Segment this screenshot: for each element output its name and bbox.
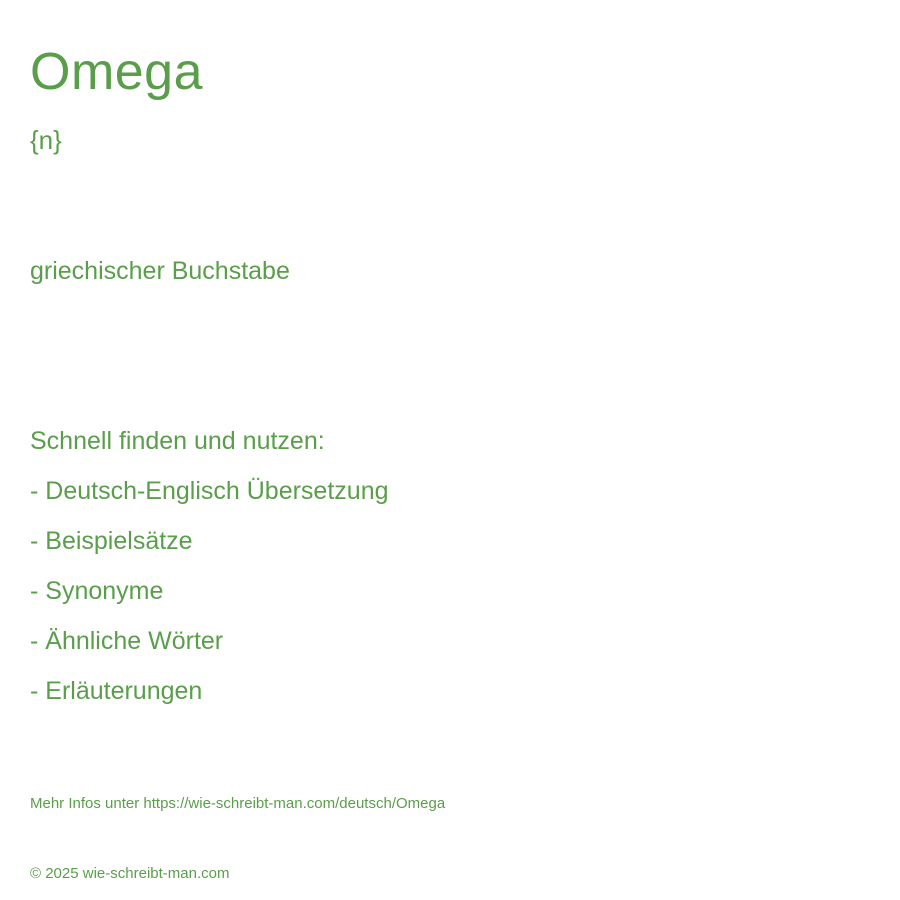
definition-text: griechischer Buchstabe bbox=[30, 257, 290, 285]
feature-item-explanations: - Erläuterungen bbox=[30, 677, 203, 705]
feature-item-translation: - Deutsch-Englisch Übersetzung bbox=[30, 477, 389, 505]
feature-list bbox=[30, 474, 389, 724]
feature-item-synonyms: - Synonyme bbox=[30, 577, 164, 605]
feature-item-example-sentences: - Beispielsätze bbox=[30, 527, 193, 555]
feature-item-similar-words: - Ähnliche Wörter bbox=[30, 627, 224, 655]
copyright-notice: © 2025 wie-schreibt-man.com bbox=[30, 865, 230, 882]
features-section bbox=[30, 424, 389, 724]
page-content bbox=[30, 0, 870, 900]
features-heading: Schnell finden und nutzen: bbox=[30, 427, 325, 455]
page-title: Omega bbox=[30, 43, 204, 101]
grammatical-gender: {n} bbox=[30, 125, 62, 155]
more-info-text: Mehr Infos unter https://wie-schreibt-man.com/deutsch/Omega bbox=[30, 795, 446, 812]
